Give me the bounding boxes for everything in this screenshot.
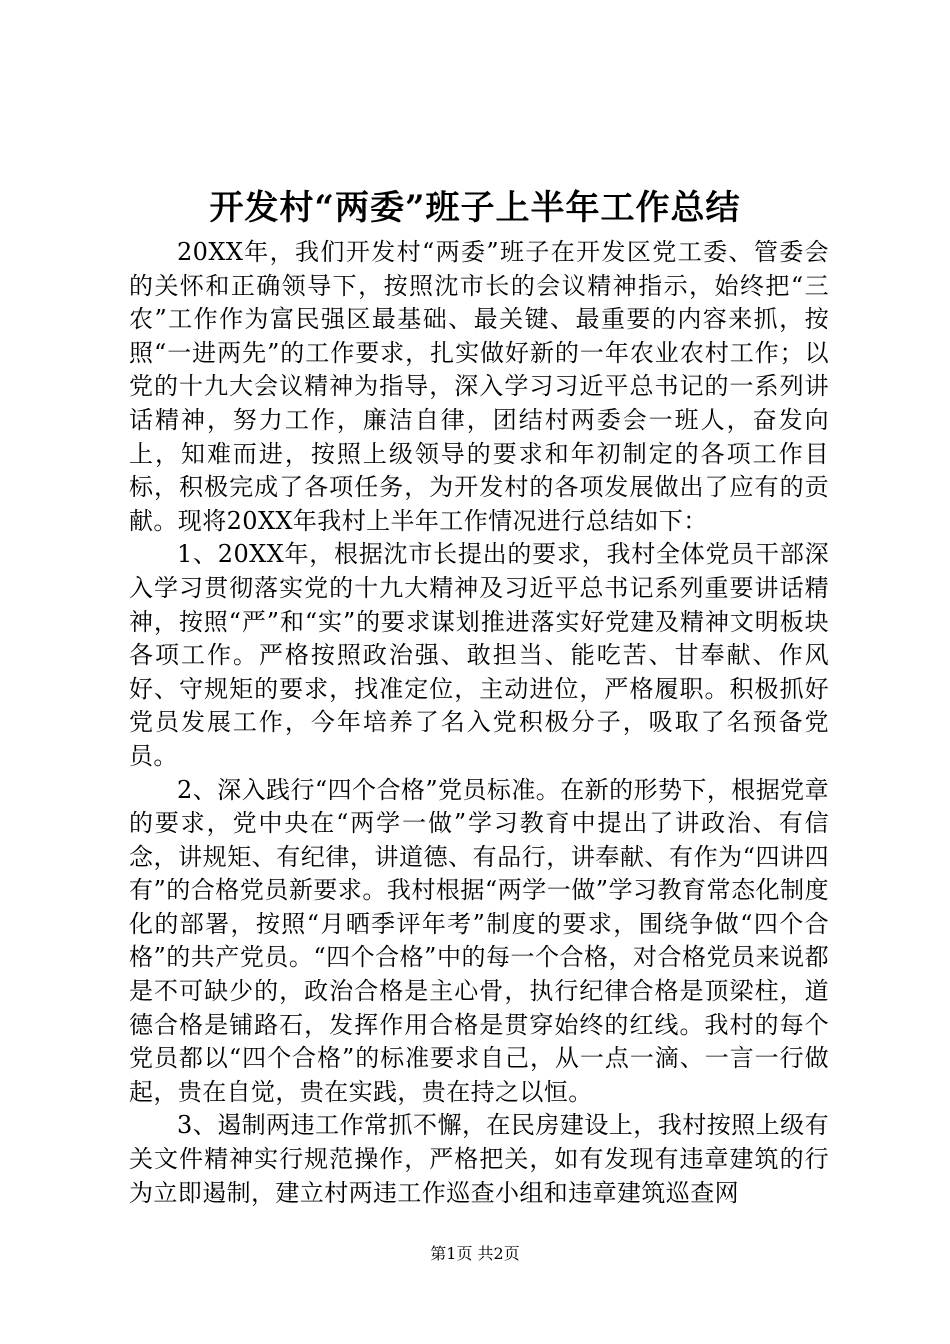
document-title: 开发村“两委”班子上半年工作总结 <box>209 188 741 228</box>
document-body <box>129 236 829 1210</box>
paragraph-item-2: 2、深入践行“四个合格”党员标准。在新的形势下，根据党章的要求，党中央在“两学一做”学习教育中提出了讲政治、有信念，讲规矩、有纪律，讲道德、有品行，讲奉献、有作为“四讲四有”的合格党员新要求。我村根据“两学一做”学习教育常态化制度化的部署，按照“月晒季评年考”制度的要求，围绕争做“四个合格”的共产党员。“四个合格”中的每一个合格，对合格党员来说都是不可缺少的，政治合格是主心骨，执行纪律合格是顶梁柱，道德合格是铺路石，发挥作用合格是贯穿始终的红线。我村的每个党员都以“四个合格”的标准要求自己，从一点一滴、一言一行做起，贵在自觉，贵在实践，贵在持之以恒。 <box>129 775 829 1106</box>
page-number-footer: 第1页 共2页 <box>430 1244 520 1263</box>
intro-paragraph: 20XX年，我们开发村“两委”班子在开发区党工委、管委会的关怀和正确领导下，按照沈市长的会议精神指示，始终把“三农”工作作为富民强区最基础、最关键、最重要的内容来抓，按照“一进两先”的工作要求，扎实做好新的一年农业农村工作；以党的十九大会议精神为指导，深入学习习近平总书记的一系列讲话精神，努力工作，廉洁自律，团结村两委会一班人，奋发向上，知难而进，按照上级领导的要求和年初制定的各项工作目标，积极完成了各项任务，为开发村的各项发展做出了应有的贡献。现将20XX年我村上半年工作情况进行总结如下： <box>129 238 829 535</box>
paragraph-item-1: 1、20XX年，根据沈市长提出的要求，我村全体党员干部深入学习贯彻落实党的十九大精神及习近平总书记系列重要讲话精神，按照“严”和“实”的要求谋划推进落实好党建及精神文明板块各项工作。严格按照政治强、敢担当、能吃苦、甘奉献、作风好、守规矩的要求，找准定位，主动进位，严格履职。积极抓好党员发展工作，今年培养了名入党积极分子，吸取了名预备党员。 <box>129 540 829 770</box>
paragraph-item-3: 3、遏制两违工作常抓不懈，在民房建设上，我村按照上级有关文件精神实行规范操作，严格把关，如有发现有违章建筑的行为立即遏制，建立村两违工作巡查小组和违章建筑巡查网 <box>129 1111 829 1207</box>
